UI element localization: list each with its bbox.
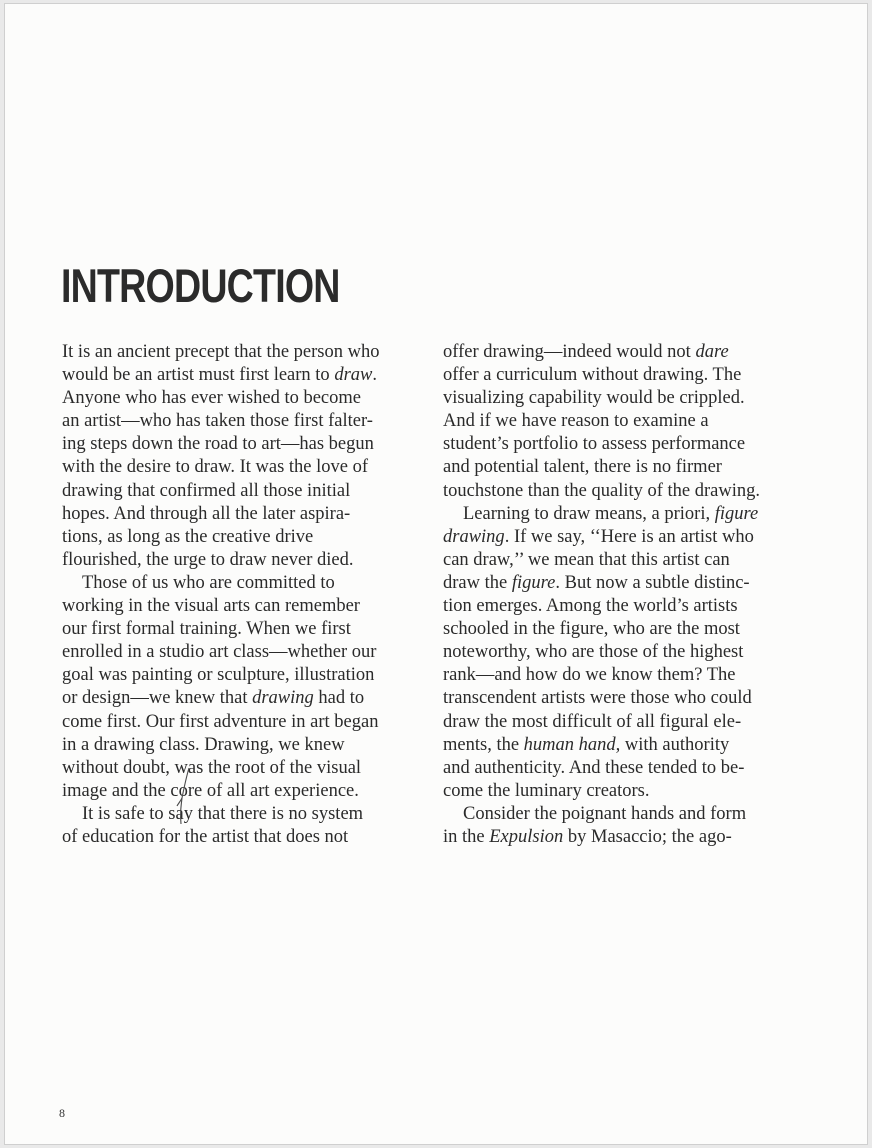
text-run: by Masaccio; the ago- (563, 826, 732, 847)
italic-text: drawing (252, 688, 314, 709)
text-line (62, 526, 414, 549)
text-line (443, 456, 799, 479)
text-line (443, 595, 799, 618)
text-line (62, 641, 414, 664)
text-line (443, 503, 799, 526)
text-line (443, 664, 799, 687)
text-line (62, 757, 414, 780)
text-line (62, 803, 414, 826)
italic-text: human hand, (523, 734, 621, 755)
text-run: image and the core of all art experience. (62, 780, 359, 801)
text-line (62, 410, 414, 433)
text-line (443, 780, 799, 803)
page-number: 8 (59, 1106, 65, 1120)
italic-text: dare (695, 342, 729, 362)
text-run: ing steps down the road to art—has begun (62, 434, 374, 455)
text-line (62, 687, 414, 710)
text-run: drawing that confirmed all those initial (62, 480, 351, 501)
text-line (443, 410, 799, 433)
text-run: tion emerges. Among the world’s artists (443, 596, 738, 617)
text-line (62, 734, 414, 757)
text-run: . (372, 365, 377, 386)
text-line (62, 364, 414, 387)
text-run: with authority (620, 734, 730, 755)
text-line (443, 387, 799, 410)
text-run: or design—we knew that (62, 688, 253, 709)
text-line (443, 549, 799, 572)
text-line (62, 711, 414, 734)
text-line (443, 364, 799, 387)
text-line (62, 595, 414, 618)
text-line (62, 456, 414, 479)
text-run: visualizing capability would be crippled. (443, 388, 745, 409)
text-run: noteworthy, who are those of the highest (443, 642, 744, 663)
text-line (62, 480, 414, 503)
text-run: It is safe to say that there is no system (82, 803, 364, 824)
text-run: ments, the (443, 734, 524, 755)
text-run: touchstone than the quality of the drawing. (443, 480, 760, 501)
text-run: enrolled in a studio art class—whether our (62, 642, 377, 663)
text-run: Learning to draw means, a priori, (463, 503, 715, 524)
text-run: an artist—who has taken those first falter- (62, 411, 373, 432)
text-run: with the desire to draw. It was the love of (62, 457, 369, 478)
text-line (62, 780, 414, 803)
text-run: in the (443, 826, 490, 847)
text-run: of education for the artist that does not (62, 826, 349, 847)
italic-text: drawing (443, 526, 505, 547)
text-run: hopes. And through all the later aspira- (62, 503, 351, 524)
italic-text: figure (714, 503, 759, 524)
text-run: transcendent artists were those who could (443, 688, 752, 709)
text-run: . If we say, ‘‘Here is an artist who (504, 526, 754, 547)
text-run: can draw,’’ we mean that this artist can (443, 549, 730, 570)
text-run: and authenticity. And these tended to be- (443, 757, 745, 778)
italic-text: Expulsion (489, 826, 564, 847)
text-line (443, 572, 799, 595)
text-run: offer drawing—indeed would not (443, 342, 696, 362)
text-run: tions, as long as the creative drive (62, 526, 314, 547)
left-text-column (62, 341, 414, 849)
text-line (443, 526, 799, 549)
text-line (443, 618, 799, 641)
text-run: flourished, the urge to draw never died. (62, 549, 354, 570)
text-run: rank—and how do we know them? The (443, 665, 736, 686)
text-run: And if we have reason to examine a (443, 411, 709, 432)
text-line (62, 618, 414, 641)
text-line (62, 387, 414, 410)
book-page (4, 3, 868, 1145)
text-run: . But now a subtle distinc- (555, 572, 750, 593)
text-run: come the luminary creators. (443, 780, 650, 801)
text-line (443, 757, 799, 780)
text-line (443, 826, 799, 849)
text-run: Those of us who are committed to (82, 572, 335, 593)
text-run: would be an artist must first learn to (62, 365, 335, 386)
text-line (62, 341, 414, 364)
text-line (62, 664, 414, 687)
text-line (62, 549, 414, 572)
text-line (443, 687, 799, 710)
text-run: in a drawing class. Drawing, we knew (62, 734, 345, 755)
text-line (443, 341, 799, 364)
text-run: had to (313, 688, 365, 709)
italic-text: figure (511, 572, 556, 593)
text-line (443, 734, 799, 757)
text-line (443, 433, 799, 456)
text-line (443, 641, 799, 664)
text-run: It is an ancient precept that the person who (62, 342, 380, 362)
text-run: schooled in the figure, who are the most (443, 619, 740, 640)
text-line (62, 433, 414, 456)
text-line (443, 480, 799, 503)
text-run: Anyone who has ever wished to become (62, 388, 361, 409)
text-line (62, 572, 414, 595)
text-run: come first. Our first adventure in art began (62, 711, 379, 732)
text-line (443, 711, 799, 734)
text-run: Consider the poignant hands and form (463, 803, 747, 824)
text-line (62, 503, 414, 526)
page-title: INTRODUCTION (61, 259, 340, 312)
italic-text: draw (334, 365, 373, 386)
text-run: our first formal training. When we first (62, 619, 351, 640)
text-run: draw the most difficult of all figural ele- (443, 711, 742, 732)
text-run: draw the (443, 572, 512, 593)
text-line (62, 826, 414, 849)
text-run: without doubt, was the root of the visual (62, 757, 362, 778)
text-run: working in the visual arts can remember (62, 596, 360, 617)
text-run: goal was painting or sculpture, illustration (62, 665, 375, 686)
right-text-column (443, 341, 799, 849)
text-run: student’s portfolio to assess performance (443, 434, 746, 455)
text-line (443, 803, 799, 826)
text-run: and potential talent, there is no firmer (443, 457, 722, 478)
text-run: offer a curriculum without drawing. The (443, 365, 742, 386)
